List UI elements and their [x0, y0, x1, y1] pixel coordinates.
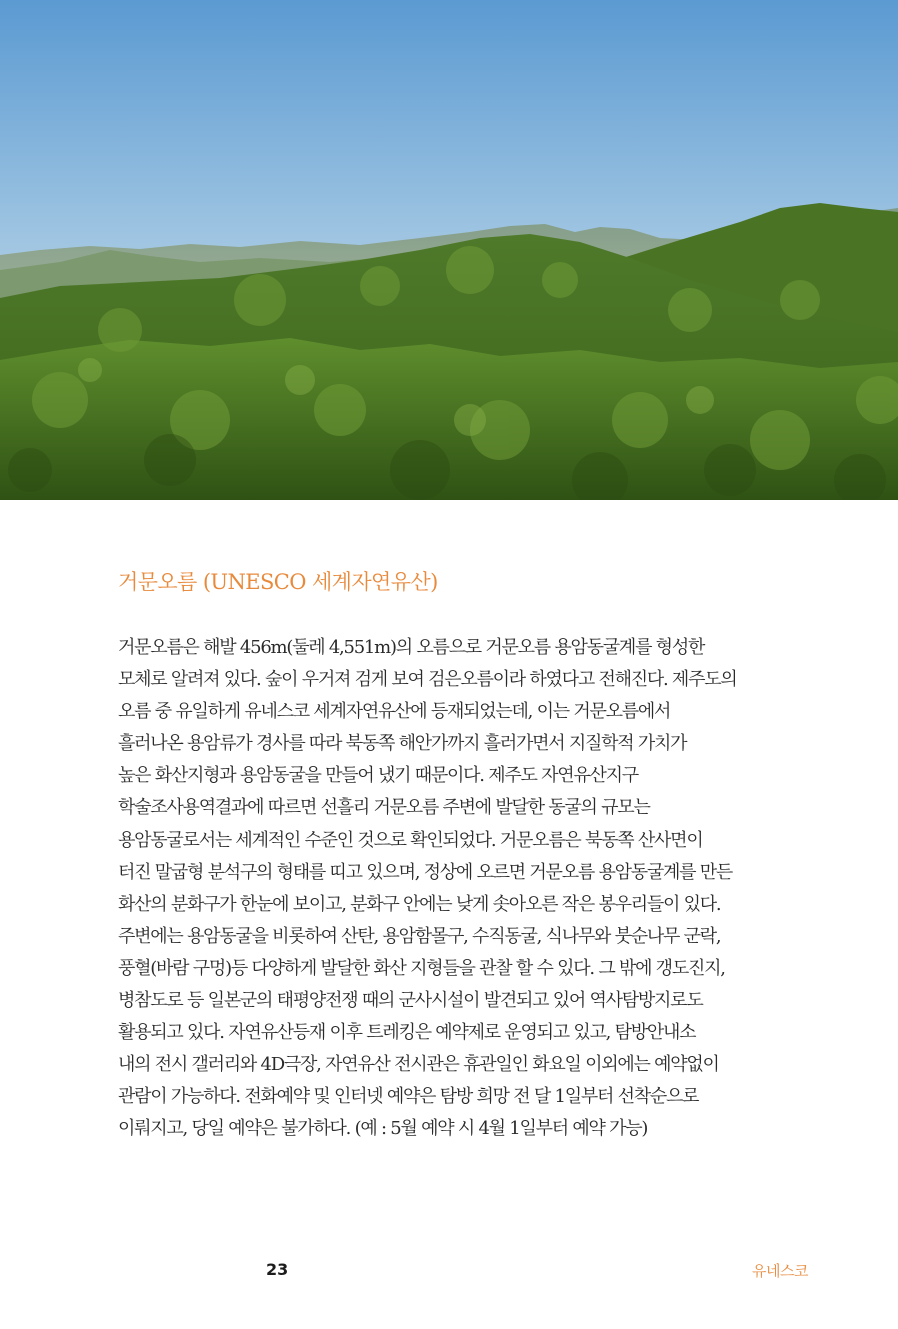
body-line: 풍혈(바람 구멍)등 다양하게 발달한 화산 지형들을 관찰 할 수 있다. 그 밖에 갱도진지,	[118, 957, 725, 979]
body-line: 이뤄지고, 당일 예약은 불가하다. (예 : 5월 예약 시 4월 1일부터 예약 가능)	[118, 1118, 648, 1140]
body-line: 내의 전시 갤러리와 4D극장, 자연유산 전시관은 휴관일인 화요일 이외에는 예약없이	[118, 1054, 719, 1076]
forest-landscape-photo	[0, 0, 898, 500]
body-line: 화산의 분화구가 한눈에 보이고, 분화구 안에는 낮게 솟아오른 작은 봉우리들이 있다.	[118, 893, 721, 915]
body-line: 높은 화산지형과 용암동굴을 만들어 냈기 때문이다. 제주도 자연유산지구	[118, 765, 638, 787]
body-line: 거문오름은 해발 456m(둘레 4,551m)의 오름으로 거문오름 용암동굴계를 형성한	[118, 637, 705, 658]
body-line: 학술조사용역결과에 따르면 선흘리 거문오름 주변에 발달한 동굴의 규모는	[118, 797, 650, 819]
body-line: 활용되고 있다. 자연유산등재 이후 트레킹은 예약제로 운영되고 있고, 탐방안내소	[118, 1022, 696, 1044]
body-line: 모체로 알려져 있다. 숲이 우거져 검게 보여 검은오름이라 하였다고 전해진다. 제주도의	[118, 669, 737, 691]
body-line: 병참도로 등 일본군의 태평양전쟁 때의 군사시설이 발견되고 있어 역사탐방지로도	[118, 990, 703, 1012]
section-title: 거문오름 (UNESCO 세계자연유산)	[118, 570, 438, 594]
page-number: 23	[266, 1260, 289, 1279]
body-paragraph	[118, 632, 818, 1146]
body-line: 터진 말굽형 분석구의 형태를 띠고 있으며, 정상에 오르면 거문오름 용암동굴계를 만든	[118, 861, 733, 883]
running-footer-title: 유네스코	[752, 1262, 808, 1280]
body-line: 흘러나온 용암류가 경사를 따라 북동쪽 해안가까지 흘러가면서 지질학적 가치가	[118, 733, 687, 755]
body-line: 용암동굴로서는 세계적인 수준인 것으로 확인되었다. 거문오름은 북동쪽 산사면이	[118, 829, 703, 851]
body-line: 오름 중 유일하게 유네스코 세계자연유산에 등재되었는데, 이는 거문오름에서	[118, 701, 671, 723]
body-line: 관람이 가능하다. 전화예약 및 인터넷 예약은 탐방 희망 전 달 1일부터 선착순으로	[118, 1086, 699, 1108]
body-line: 주변에는 용암동굴을 비롯하여 산탄, 용암함몰구, 수직동굴, 식나무와 붓순나무 군락,	[118, 925, 721, 947]
